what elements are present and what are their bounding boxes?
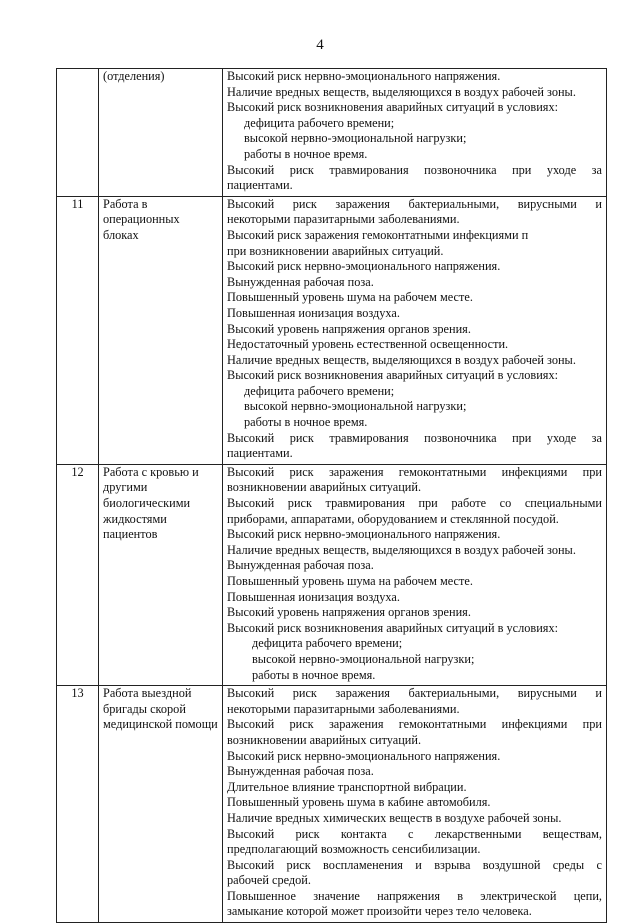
risk-line: Недостаточный уровень естественной освещенности. bbox=[227, 337, 509, 352]
risk-line: Длительное влияние транспортной вибрации. bbox=[227, 779, 467, 794]
page-number: 4 bbox=[316, 37, 324, 53]
risk-line: Высокий риск контакта с лекарственными веществам, bbox=[227, 826, 602, 841]
risk-line: работы в ночное время. bbox=[252, 667, 376, 682]
row-number bbox=[57, 69, 99, 197]
risk-line: дефицита рабочего времени; bbox=[244, 115, 395, 130]
row-number: 12 bbox=[57, 464, 99, 685]
risk-line: замыкание которой может произойти через тело человека. bbox=[227, 904, 532, 919]
risk-line: высокой нервно-эмоциональной нагрузки; bbox=[252, 651, 475, 666]
risk-line: Высокий риск заражения гемоконтатными инфекциями при bbox=[227, 464, 602, 479]
risk-line: Повышенная ионизация воздуха. bbox=[227, 589, 400, 604]
risk-line: Повышенный уровень шума в кабине автомобиля. bbox=[227, 795, 491, 810]
risk-line: Повышенное значение напряжения в электрической цепи, bbox=[227, 888, 602, 903]
risk-factors bbox=[223, 686, 607, 923]
risk-line: высокой нервно-эмоциональной нагрузки; bbox=[244, 399, 467, 414]
risk-line: Наличие вредных веществ, выделяющихся в воздух рабочей зоны. bbox=[227, 352, 576, 367]
risk-line: Повышенная ионизация воздуха. bbox=[227, 305, 400, 320]
work-type: Работа выездной бригады скорой медицинской помощи bbox=[99, 686, 223, 923]
work-type: (отделения) bbox=[99, 69, 223, 197]
risk-line: Высокий риск нервно-эмоционального напряжения. bbox=[227, 259, 501, 274]
risk-line: некоторыми паразитарными заболеваниями. bbox=[227, 212, 460, 227]
table-row bbox=[57, 686, 607, 923]
risk-line: работы в ночное время. bbox=[244, 146, 368, 161]
row-number: 13 bbox=[57, 686, 99, 923]
work-type: Работа в операционных блоках bbox=[99, 196, 223, 464]
risk-line: возникновении аварийных ситуаций. bbox=[227, 480, 422, 495]
risk-line: работы в ночное время. bbox=[244, 415, 368, 430]
risk-line: Наличие вредных веществ, выделяющихся в воздух рабочей зоны. bbox=[227, 84, 576, 99]
risk-line: Высокий уровень напряжения органов зрения. bbox=[227, 321, 471, 336]
risk-line: Высокий риск заражения бактериальными, вирусными и bbox=[227, 686, 602, 701]
hazard-table bbox=[56, 68, 607, 923]
risk-line: Вынужденная рабочая поза. bbox=[227, 764, 374, 779]
table-row bbox=[57, 196, 607, 464]
risk-line: пациентами. bbox=[227, 178, 293, 193]
risk-line: Наличие вредных веществ, выделяющихся в воздух рабочей зоны. bbox=[227, 542, 576, 557]
risk-line: Высокий риск заражения гемоконтатными инфекциями при bbox=[227, 717, 602, 732]
row-number: 11 bbox=[57, 196, 99, 464]
risk-line: Вынужденная рабочая поза. bbox=[227, 558, 374, 573]
risk-line: Высокий риск травмирования при работе со специальными bbox=[227, 496, 602, 511]
risk-line: Высокий риск воспламенения и взрыва воздушной среды с bbox=[227, 857, 602, 872]
risk-line: высокой нервно-эмоциональной нагрузки; bbox=[244, 131, 467, 146]
risk-factors bbox=[223, 464, 607, 685]
risk-line: при возникновении аварийных ситуаций. bbox=[227, 243, 444, 258]
risk-line: Наличие вредных химических веществ в воздухе рабочей зоны. bbox=[227, 810, 562, 825]
risk-line: Высокий риск нервно-эмоционального напряжения. bbox=[227, 748, 501, 763]
risk-line: дефицита рабочего времени; bbox=[244, 383, 395, 398]
table-row bbox=[57, 69, 607, 197]
risk-line: Высокий риск возникновения аварийных ситуаций в условиях: bbox=[227, 620, 559, 635]
risk-line: Высокий риск нервно-эмоционального напряжения. bbox=[227, 527, 501, 542]
risk-line: Высокий риск заражения гемоконтатными инфекциями п bbox=[227, 227, 529, 242]
work-type: Работа с кровью и другими биологическими жидкостями пациентов bbox=[99, 464, 223, 685]
risk-line: Высокий уровень напряжения органов зрения. bbox=[227, 605, 471, 620]
risk-line: Повышенный уровень шума на рабочем месте. bbox=[227, 290, 473, 305]
risk-line: рабочей средой. bbox=[227, 873, 311, 888]
risk-line: пациентами. bbox=[227, 446, 293, 461]
risk-factors bbox=[223, 196, 607, 464]
risk-line: Вынужденная рабочая поза. bbox=[227, 274, 374, 289]
risk-line: Повышенный уровень шума на рабочем месте. bbox=[227, 574, 473, 588]
risk-line: предполагающий возможность сенсибилизации. bbox=[227, 842, 481, 857]
risk-line: Высокий риск возникновения аварийных ситуаций в условиях: bbox=[227, 100, 559, 115]
risk-line: Высокий риск травмирования позвоночника при уходе за bbox=[227, 162, 602, 177]
risk-line: некоторыми паразитарными заболеваниями. bbox=[227, 701, 460, 716]
risk-line: Высокий риск травмирования позвоночника при уходе за bbox=[227, 430, 602, 445]
risk-line: дефицита рабочего времени; bbox=[252, 636, 403, 651]
risk-line: возникновении аварийных ситуаций. bbox=[227, 732, 422, 747]
risk-factors bbox=[223, 69, 607, 197]
table-row bbox=[57, 464, 607, 685]
risk-line: Высокий риск нервно-эмоционального напряжения. bbox=[227, 69, 501, 83]
risk-line: Высокий риск заражения бактериальными, вирусными и bbox=[227, 196, 602, 211]
risk-line: Высокий риск возникновения аварийных ситуаций в условиях: bbox=[227, 368, 559, 383]
risk-line: приборами, аппаратами, оборудованием и стеклянной посудой. bbox=[227, 511, 559, 526]
